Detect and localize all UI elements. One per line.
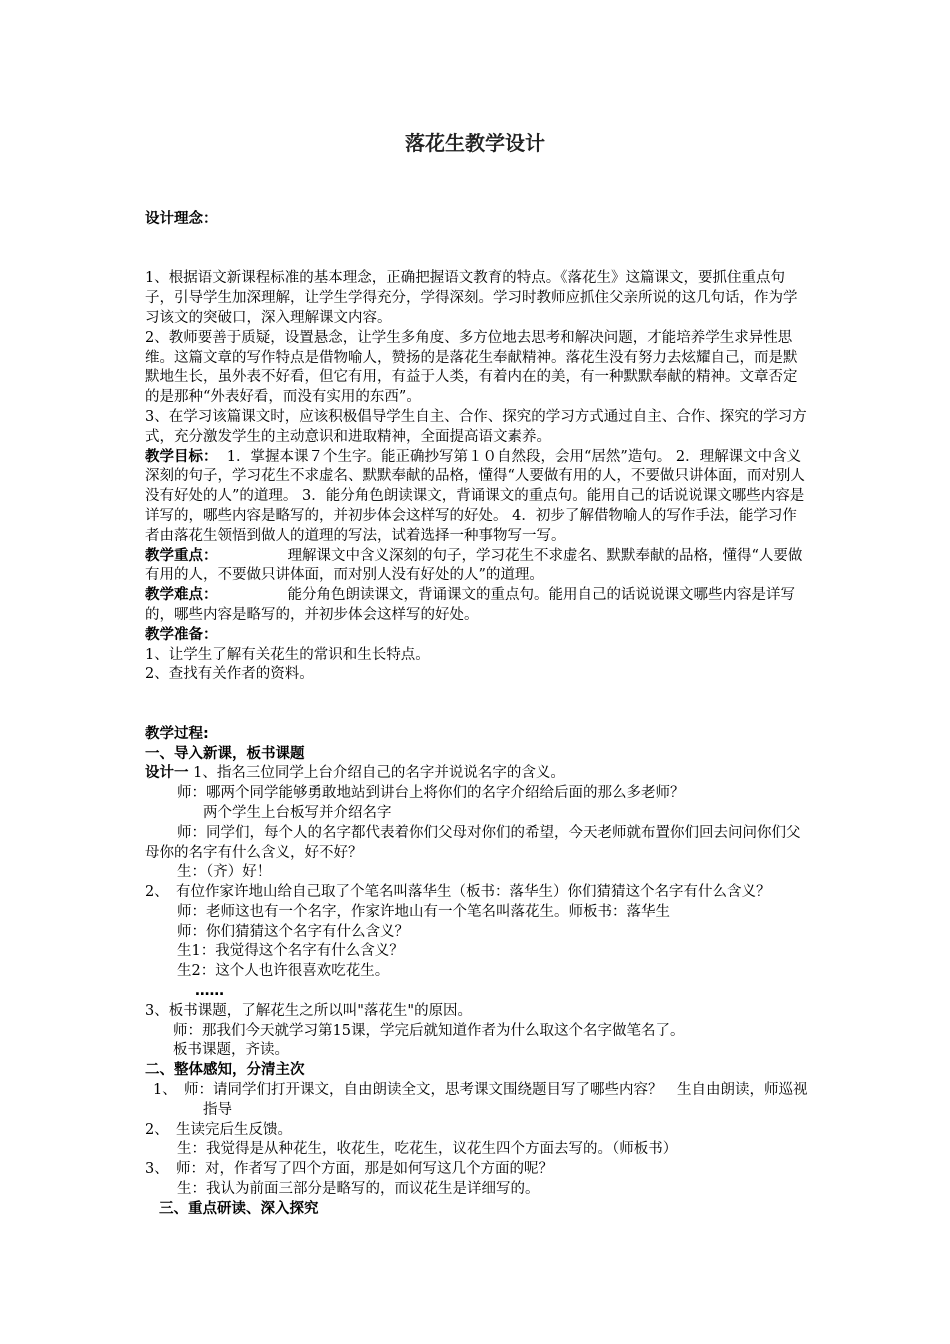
- dialogue-line: 生：我觉得是从种花生，收花生，吃花生，议花生四个方面去写的。（师板书）: [177, 1141, 678, 1158]
- section-heading-3: 三、重点研读、深入探究: [159, 1200, 319, 1217]
- concept-heading: 设计理念：: [145, 211, 218, 227]
- s2-item-1: 1、 师：请同学们打开课文，自由朗读全文，思考课文围绕题目写了哪些内容？ 生自由朗读，师巡视指导: [153, 1082, 808, 1118]
- dialogue-line: 师：那我们今天就学习第15课，学完后就知道作者为什么取这个名字做笔名了。: [173, 1022, 685, 1039]
- key-label: 教学重点：: [145, 547, 218, 564]
- concept-paragraph: 3、在学习该篇课文时，应该积极倡导学生自主、合作、探究的学习方式通过自主、合作、探究的学习方式，充分激发学生的主动意识和进取精神，全面提高语文素养。: [145, 408, 807, 445]
- design-one: [145, 764, 809, 784]
- teaching-key-points: [145, 547, 809, 587]
- dialogue-line: 师：老师这也有一个名字，作家许地山有一个笔名叫落花生。师板书：落华生: [177, 903, 670, 920]
- dialogue-line: 板书课题，齐读。: [173, 1042, 289, 1059]
- dialogue-line: 师：同学们，每个人的名字都代表着你们父母对你们的希望，今天老师就布置你们回去问问你们父母你的名字有什么含义，好不好？: [145, 824, 801, 861]
- concept-paragraph: 2、教师要善于质疑，设置悬念，让学生多角度、多方位地去思考和解决问题，才能培养学生求异性思维。这篇文章的写作特点是借物喻人，赞扬的是落花生奉献精神。落花生没有努力去炫耀自己，而是默默地生长，虽外表不好看，但它有用，有益于人类，有着内在的美，有一种默默奉献的精神。文章否定的是那种“外表好看，而没有实用的东西”。: [145, 329, 798, 406]
- document-body: [145, 210, 809, 1220]
- s2-item-3: 3、 师：对，作者写了四个方面，那是如何写这几个方面的呢？: [145, 1161, 553, 1178]
- dialogue-line: 生1：我觉得这个名字有什么含义？: [177, 943, 404, 960]
- prep-item: 2、查找有关作者的资料。: [145, 666, 314, 683]
- difficulty-label: 教学难点：: [145, 587, 218, 604]
- section-heading-2: 二、整体感知，分清主次: [145, 1062, 305, 1079]
- prep-item: 1、让学生了解有关花生的常识和生长特点。: [145, 646, 430, 663]
- s2-item-2: 2、 生读完后生反馈。: [145, 1121, 292, 1138]
- difficulty-text: 能分角色朗读课文，背诵课文的重点句。能用自己的话说说课文哪些内容是详写的，哪些内容是略写的，并初步体会这样写的好处。: [145, 587, 795, 623]
- dialogue-line: 生2：这个人也许很喜欢吃花生。: [177, 963, 390, 980]
- dialogue-line: 生：我认为前面三部分是略写的，而议花生是详细写的。: [177, 1181, 540, 1198]
- dialogue-line: 两个学生上台板写并介绍名字: [203, 804, 392, 821]
- prep-label: 教学准备：: [145, 626, 218, 643]
- process-item-2: 2、 有位作家许地山给自己取了个笔名叫落华生（板书：落华生）你们猜猜这个名字有什么含义？: [145, 884, 771, 901]
- process-item-3: 3、板书课题，了解花生之所以叫"落花生"的原因。: [145, 1002, 473, 1019]
- goals-label: 教学目标：: [145, 448, 218, 465]
- section-heading-1: 一、导入新课，板书课题: [145, 745, 305, 762]
- dialogue-line: 师：你们猜猜这个名字有什么含义？: [177, 923, 409, 940]
- concept-paragraph: 1、根据语文新课程标准的基本理念，正确把握语文教育的特点。《落花生》这篇课文，要抓住重点句子，引导学生加深理解，让学生学得充分，学得深刻。学习时教师应抓住父亲所说的这几句话，作为学习该文的突破口，深入理解课文内容。: [145, 270, 798, 326]
- teaching-goals: [145, 448, 809, 547]
- process-label: 教学过程:: [145, 725, 209, 742]
- key-text: 理解课文中含义深刻的句子，学习花生不求虚名、默默奉献的品格，懂得“人要做有用的人，不要做只讲体面，而对别人没有好处的人”的道理。: [145, 547, 803, 584]
- teaching-difficulty: [145, 586, 809, 626]
- document-title: 落花生教学设计: [405, 131, 545, 155]
- design1-text: 1、指名三位同学上台介绍自己的名字并说说名字的含义。: [193, 765, 565, 782]
- goals-text: 1．掌握本课７个生字。能正确抄写第１０自然段，会用“居然”造句。 2．理解课文中含义深刻的句子，学习花生不求虚名、默默奉献的品格，懂得“人要做有用的人，不要做只讲体面，而对别人没有好处的人”的道理。 3．能分角色朗读课文，背诵课文的重点句。能用自己的话说说课文哪些内容是详写的，哪些内容是略写的，并初步体会这样写的好处。 4．初步了解借物喻人的写作手法，能学习作者由落花生领悟到做人的道理的写法，试着选择一种事物写一写。: [145, 448, 805, 544]
- ellipsis-line: ……: [195, 983, 224, 1000]
- dialogue-line: 师：哪两个同学能够勇敢地站到讲台上将你们的名字介绍给后面的那么多老师？: [177, 785, 685, 802]
- design1-label: 设计一: [145, 765, 189, 782]
- dialogue-line: 生：（齐）好！: [177, 864, 272, 881]
